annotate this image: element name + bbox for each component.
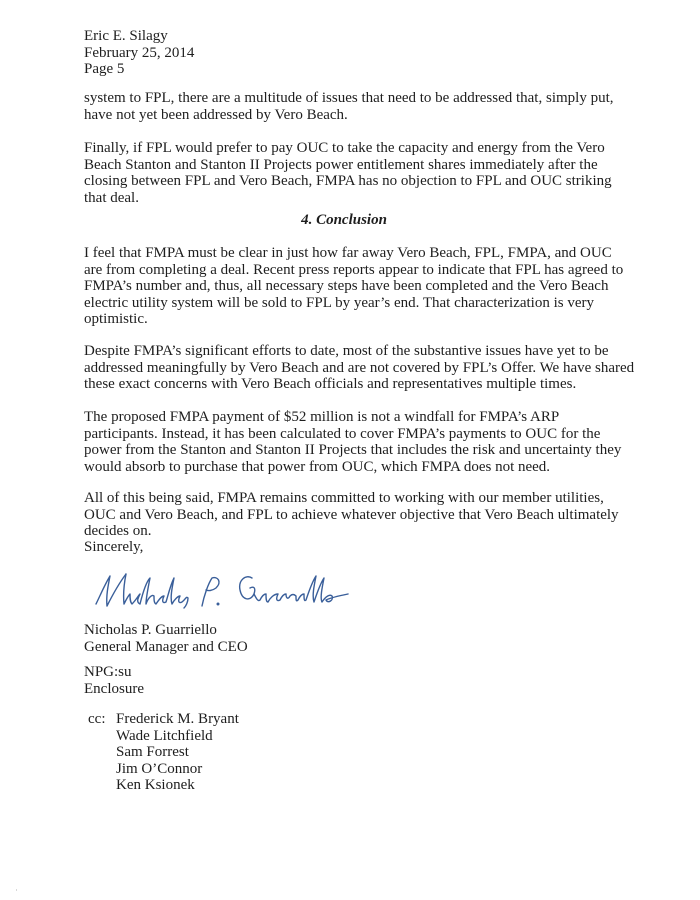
cc-label: cc: xyxy=(88,711,106,727)
text-line: participants. Instead, it has been calculated to cover FMPA’s payments to OUC for the xyxy=(84,425,601,442)
cc-recipient: Jim O’Connor xyxy=(116,760,203,777)
text-line: All of this being said, FMPA remains committed to working with our member utilities, xyxy=(84,490,604,506)
cc-recipient: Frederick M. Bryant xyxy=(116,711,239,727)
signer-name: Nicholas P. Guarriello xyxy=(84,622,217,638)
letter-header xyxy=(84,28,484,78)
text-line: Finally, if FPL would prefer to pay OUC to take the capacity and energy from the Vero xyxy=(84,140,605,156)
paragraph-finally xyxy=(84,140,644,206)
paragraph-issues xyxy=(84,90,644,123)
cc-recipient: Sam Forrest xyxy=(116,744,189,760)
scan-artifact xyxy=(16,889,17,891)
cc-recipient: Ken Ksionek xyxy=(116,777,195,793)
paragraph-efforts xyxy=(84,343,644,393)
enclosure-note: Enclosure xyxy=(84,680,144,697)
text-line: these exact concerns with Vero Beach officials and representatives multiple times. xyxy=(84,376,577,392)
text-line: system to FPL, there are a multitude of issues that need to be addressed that, simply put, xyxy=(84,90,614,106)
signature-block xyxy=(84,622,248,655)
header-page-number: Page 5 xyxy=(84,61,125,77)
text-line: The proposed FMPA payment of $52 million is not a windfall for FMPA’s ARP xyxy=(84,409,560,425)
text-line: that deal. xyxy=(84,189,139,206)
reference-block xyxy=(84,664,144,697)
text-line: I feel that FMPA must be clear in just how far away Vero Beach, FPL, FMPA, and OUC xyxy=(84,245,612,261)
paragraph-payment xyxy=(84,409,644,475)
paragraph-press-reports xyxy=(84,245,644,328)
text-line: OUC and Vero Beach, and FPL to achieve whatever objective that Vero Beach ultimately xyxy=(84,506,619,523)
text-line: are from completing a deal. Recent press reports appear to indicate that FPL has agreed to xyxy=(84,261,624,278)
cc-recipient: Wade Litchfield xyxy=(116,727,213,744)
text-line: would absorb to purchase that power from OUC, which FMPA does not need. xyxy=(84,458,551,475)
text-line: closing between FPL and Vero Beach, FMPA has no objection to FPL and OUC striking xyxy=(84,173,612,189)
text-line: Despite FMPA’s significant efforts to date, most of the substantive issues have yet to be xyxy=(84,343,609,359)
text-line: FMPA’s number and, thus, all necessary steps have been completed and the Vero Beach xyxy=(84,278,609,294)
text-line: power from the Stanton and Stanton II Projects that includes the risk and uncertainty they xyxy=(84,442,622,458)
cc-recipient-list xyxy=(116,711,239,794)
text-line: decides on. xyxy=(84,523,152,539)
text-line: have not yet been addressed by Vero Beach. xyxy=(84,106,348,123)
reference-initials: NPG:su xyxy=(84,664,132,680)
paragraph-commitment xyxy=(84,490,644,540)
signer-title: General Manager and CEO xyxy=(84,638,248,655)
section-heading-conclusion: 4. Conclusion xyxy=(301,212,387,228)
cc-block xyxy=(88,711,239,794)
handwritten-signature xyxy=(90,566,350,616)
text-line: optimistic. xyxy=(84,311,148,327)
text-line: addressed meaningfully by Vero Beach and are not covered by FPL’s Offer. We have shared xyxy=(84,359,635,376)
header-date: February 25, 2014 xyxy=(84,44,195,61)
text-line: Beach Stanton and Stanton II Projects power entitlement shares immediately after the xyxy=(84,156,598,173)
text-line: electric utility system will be sold to FPL by year’s end. That characterization is very xyxy=(84,294,595,311)
header-recipient: Eric E. Silagy xyxy=(84,28,168,44)
closing-salutation: Sincerely, xyxy=(84,539,144,555)
